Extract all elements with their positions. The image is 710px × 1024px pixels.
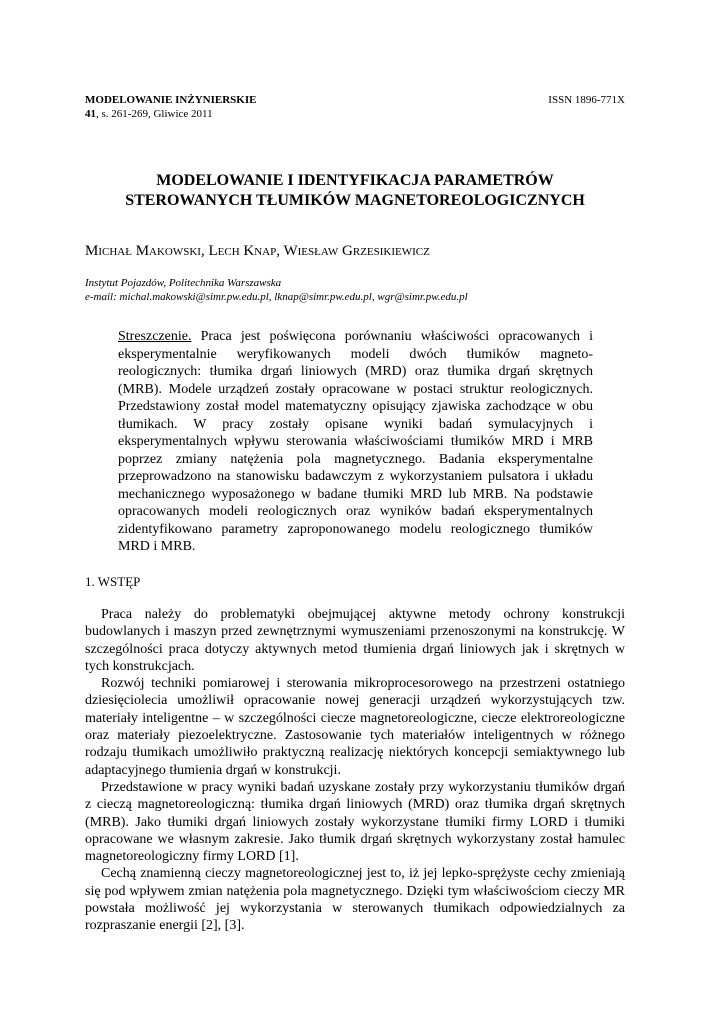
- volume-number: 41: [85, 108, 96, 120]
- paragraph: Praca należy do problematyki obejmującej aktywne metody ochrony konstrukcji budowlanych i maszyn przed zewnętrznymi wymuszeniami przenoszonymi na konstrukcję. W szczególności praca dotyczy aktywnych metod tłumienia drgań liniowych jak i skrętnych w tych konstrukcjach.: [85, 607, 625, 674]
- volume-info: [85, 107, 213, 121]
- authors: Michał Makowski, Lech Knap, Wiesław Grzesikiewicz: [85, 243, 430, 259]
- abstract-text: Praca jest poświęcona porównaniu właściwości opracowanych i eksperymentalnie weryfikowanych modeli dwóch tłumików magneto-reologicznych: tłumika drgań liniowych (MRD) oraz tłumika drgań skrętnych (MRB). Modele urządzeń zostały opracowane w postaci struktur reologicznych. Przedstawiony został model matematyczny opisujący zjawiska zachodzące w obu tłumikach. W pracy zostały opisane wyniki badań symulacyjnych i eksperymentalnych wpływu sterowania właściwościami tłumików MRD i MRB poprzez zmiany natężenia pola magnetycznego. Badania eksperymentalne przeprowadzono na stanowisku badawczym z wykorzystaniem pulsatora i układu mechanicznego wyposażonego w badane tłumiki MRD lub MRB. Na podstawie opracowanych modeli reologicznych oraz wyników badań eksperymentalnych zidentyfikowano parametry zaproponowanego modelu reologicznego tłumików MRD i MRB.: [118, 329, 593, 554]
- title-line-1: MODELOWANIE I IDENTYFIKACJA PARAMETRÓW: [156, 172, 554, 189]
- journal-name: MODELOWANIE INŻYNIERSKIE: [85, 94, 257, 106]
- section-heading: 1. WSTĘP: [85, 574, 141, 589]
- issn: ISSN 1896-771X: [548, 94, 625, 106]
- affiliation: [85, 276, 468, 304]
- section-body: [85, 606, 625, 935]
- title-line-2: STEROWANYCH TŁUMIKÓW MAGNETOREOLOGICZNYCH: [125, 192, 585, 209]
- abstract-label: Streszczenie.: [118, 329, 192, 344]
- paragraph: Cechą znamienną cieczy magnetoreologicznej jest to, iż jej lepko-sprężyste cechy zmieniają się pod wpływem zmian natężenia pola magnetycznego. Dzięki tym właściwościom cieczy MR powstała możliwość jej wykorzystania w sterowanych tłumikach odpowiedzialnych za rozpraszanie energii [2], [3].: [85, 866, 625, 934]
- paragraph: Rozwój techniki pomiarowej i sterowania mikroprocesorowego na przestrzeni ostatniego dziesięciolecia umożliwił opracowanie nowej generacji urządzeń wykorzystujących tzw. materiały inteligentne – w szczególności ciecze magnetoreologiczne, ciecze elektroreologiczne oraz materiały piezoelektryczne. Zastosowanie tych materiałów inteligentnych w różnego rodzaju tłumikach umożliwiło praktyczną realizację niektórych koncepcji semiaktywnego lub adaptacyjnego tłumienia drgań w konstrukcji.: [85, 676, 625, 778]
- abstract: [118, 328, 593, 556]
- email-line: e-mail: michal.makowski@simr.pw.edu.pl, lknap@simr.pw.edu.pl, wgr@simr.pw.edu.pl: [85, 291, 468, 303]
- paragraph: Przedstawione w pracy wyniki badań uzyskane zostały przy wykorzystaniu tłumików drgań z cieczą magnetoreologiczną: tłumika drgań liniowych (MRD) oraz tłumika drgań skrętnych (MRB). Jako tłumiki drgań liniowych zostały wykorzystane tłumiki firmy LORD i tłumiki opracowane we własnym zakresie. Jako tłumik drgań skrętnych wykorzystany został hamulec magnetoreologiczny firmy LORD [1].: [85, 779, 625, 865]
- paper-title: [85, 171, 625, 211]
- institute: Instytut Pojazdów, Politechnika Warszawska: [85, 277, 282, 289]
- volume-pages: , s. 261-269, Gliwice 2011: [96, 108, 213, 120]
